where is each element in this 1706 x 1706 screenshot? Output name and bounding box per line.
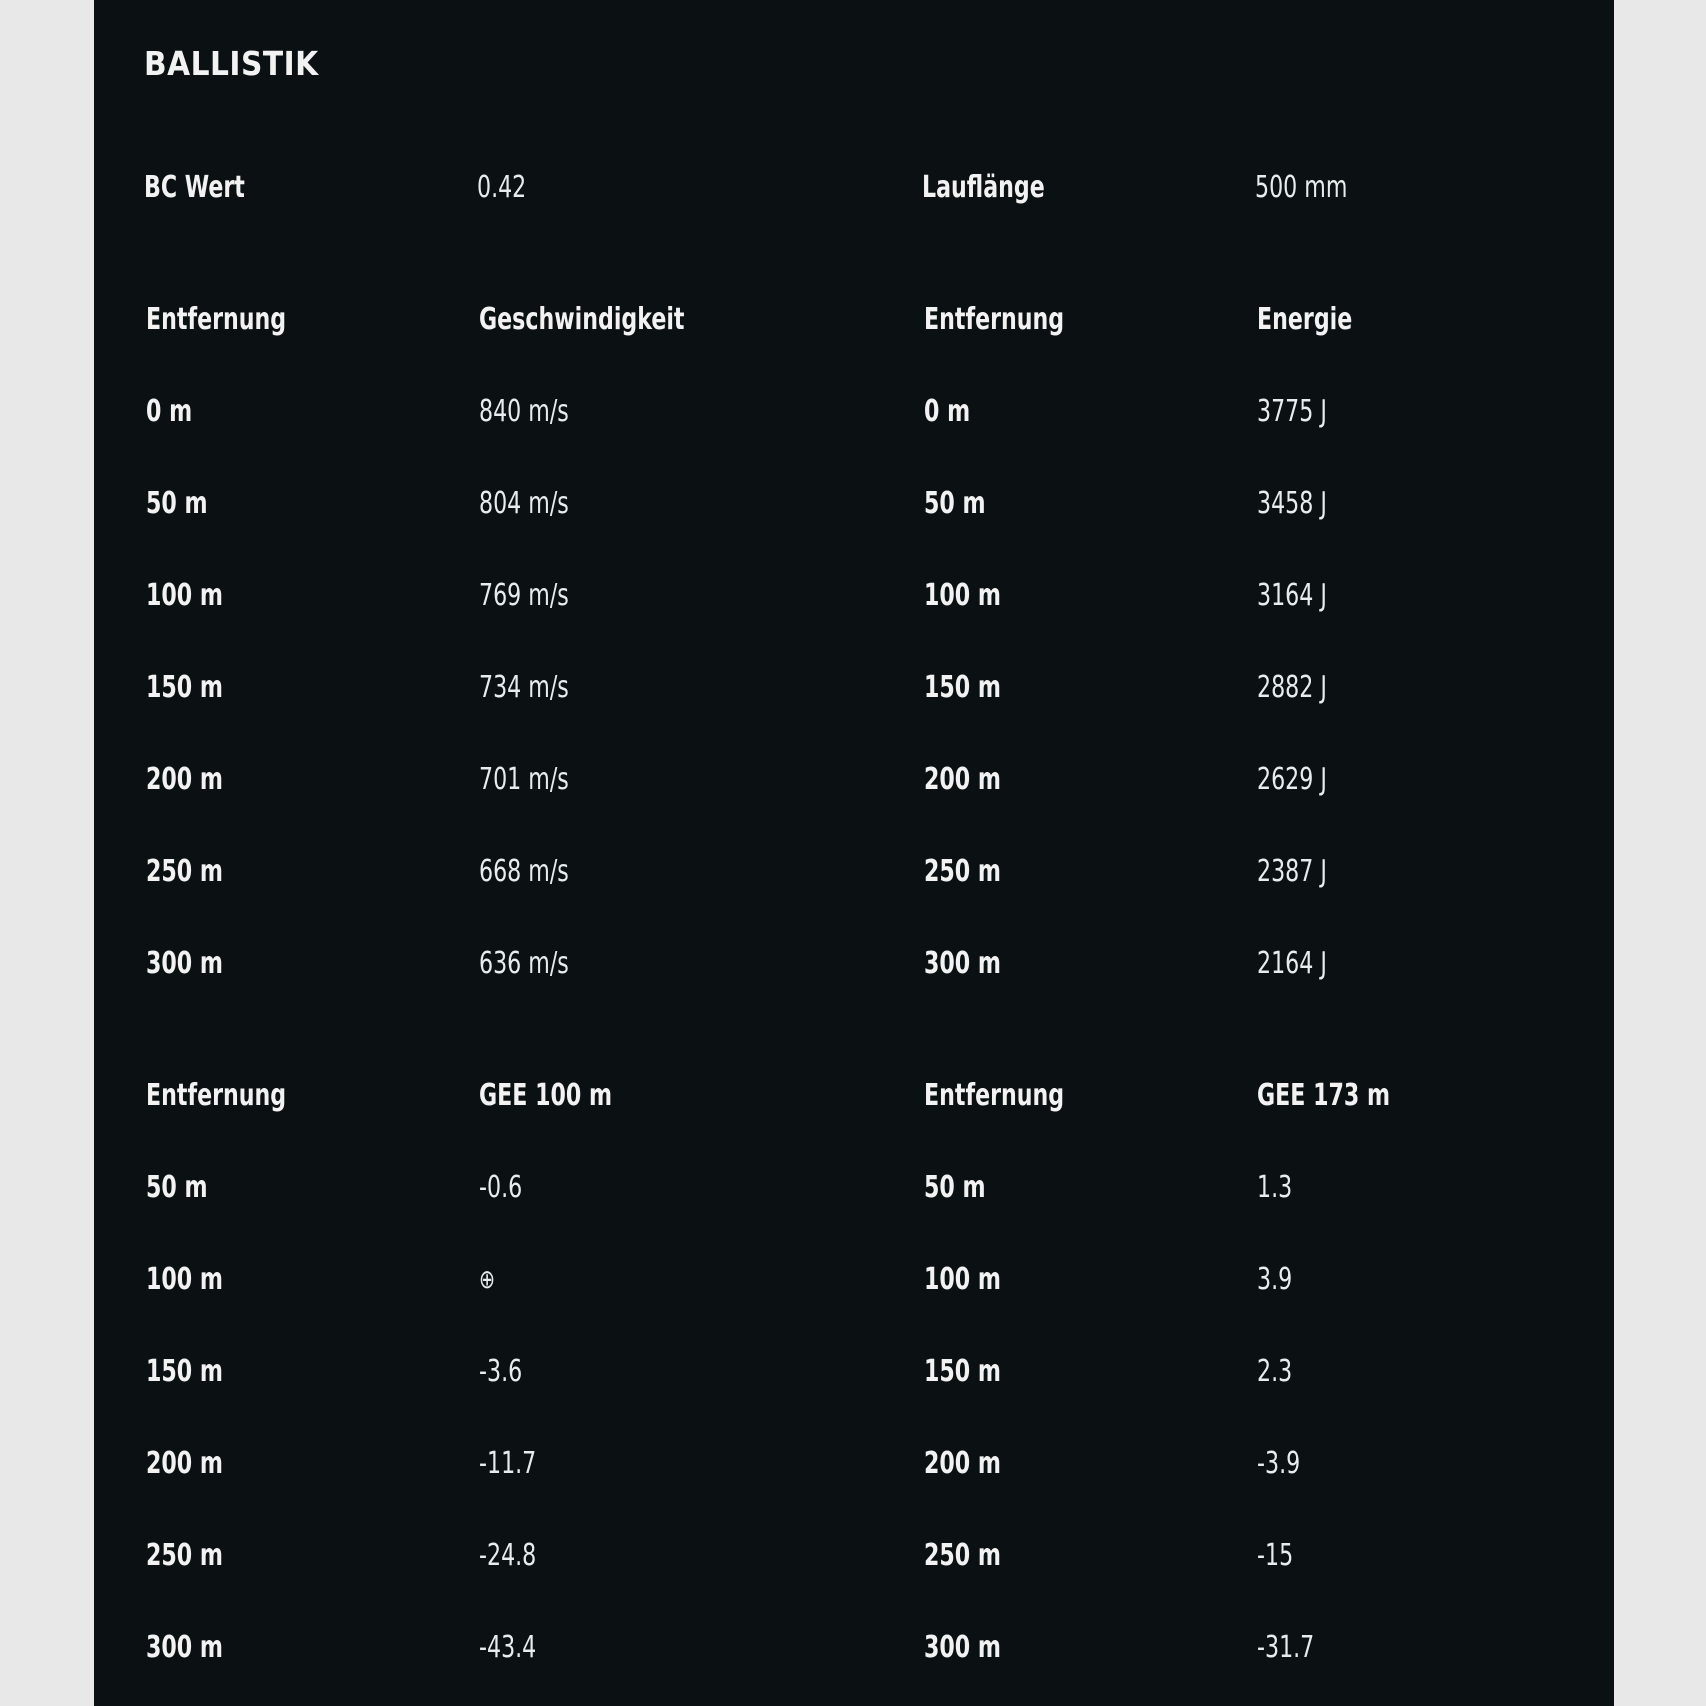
table-row-distance: 150 m — [924, 670, 1001, 705]
table-row-drop: -31.7 — [1257, 1630, 1315, 1665]
table-row-energy: 2164 J — [1257, 946, 1327, 981]
table-row-energy: 3775 J — [1257, 394, 1327, 429]
table-row-distance: 100 m — [146, 578, 223, 613]
table-row-distance: 100 m — [146, 1262, 223, 1297]
table-header-distance: Entfernung — [146, 302, 287, 337]
table-row-velocity: 636 m/s — [479, 946, 569, 981]
barrel-length-value: 500 mm — [1255, 170, 1348, 205]
table-row-distance: 150 m — [146, 1354, 223, 1389]
table-row-velocity: 734 m/s — [479, 670, 569, 705]
table-header-distance: Entfernung — [924, 302, 1065, 337]
table-row-distance: 50 m — [924, 1170, 986, 1205]
table-row-distance: 250 m — [146, 854, 223, 889]
table-row-distance: 0 m — [924, 394, 971, 429]
ballistics-panel — [94, 0, 1614, 1706]
table-row-distance: 300 m — [924, 946, 1001, 981]
table-row-energy: 2387 J — [1257, 854, 1327, 889]
table-header-gee-173: GEE 173 m — [1257, 1078, 1391, 1113]
table-row-distance: 100 m — [924, 1262, 1001, 1297]
table-row-distance: 150 m — [146, 670, 223, 705]
table-row-drop: -43.4 — [479, 1630, 537, 1665]
table-row-distance: 250 m — [146, 1538, 223, 1573]
table-header-distance: Entfernung — [146, 1078, 287, 1113]
table-row-drop: -11.7 — [479, 1446, 537, 1481]
table-row-distance: 100 m — [924, 578, 1001, 613]
table-row-distance: 200 m — [924, 762, 1001, 797]
barrel-length-label: Lauflänge — [922, 170, 1045, 205]
table-row-distance: 250 m — [924, 1538, 1001, 1573]
table-row-distance: 50 m — [924, 486, 986, 521]
zero-crosshair-icon: ⊕ — [479, 1265, 496, 1295]
table-row-energy: 2629 J — [1257, 762, 1327, 797]
table-row-drop: 2.3 — [1257, 1354, 1293, 1389]
bc-label: BC Wert — [144, 170, 245, 205]
table-row-velocity: 840 m/s — [479, 394, 569, 429]
table-row-distance: 150 m — [924, 1354, 1001, 1389]
table-row-velocity: 668 m/s — [479, 854, 569, 889]
table-row-distance: 200 m — [146, 762, 223, 797]
table-row-drop: -15 — [1257, 1538, 1294, 1573]
table-row-distance: 200 m — [146, 1446, 223, 1481]
table-row-energy: 3458 J — [1257, 486, 1327, 521]
table-row-energy: 2882 J — [1257, 670, 1327, 705]
table-row-distance: 0 m — [146, 394, 193, 429]
table-row-drop: -3.6 — [479, 1354, 523, 1389]
table-row-drop: -24.8 — [479, 1538, 537, 1573]
section-title: BALLISTIK — [144, 44, 319, 83]
table-header-gee-100: GEE 100 m — [479, 1078, 613, 1113]
table-row-drop: 3.9 — [1257, 1262, 1293, 1297]
table-row-distance: 300 m — [146, 946, 223, 981]
table-row-distance: 200 m — [924, 1446, 1001, 1481]
table-row-drop: 1.3 — [1257, 1170, 1293, 1205]
table-row-distance: 250 m — [924, 854, 1001, 889]
table-row-velocity: 701 m/s — [479, 762, 569, 797]
table-row-distance: 50 m — [146, 486, 208, 521]
bc-value: 0.42 — [477, 170, 527, 205]
table-row-velocity: 804 m/s — [479, 486, 569, 521]
table-row-drop: -3.9 — [1257, 1446, 1301, 1481]
table-row-velocity: 769 m/s — [479, 578, 569, 613]
table-row-distance: 300 m — [146, 1630, 223, 1665]
table-row-distance: 300 m — [924, 1630, 1001, 1665]
table-row-drop: -0.6 — [479, 1170, 523, 1205]
table-header-energy: Energie — [1257, 302, 1353, 337]
table-header-velocity: Geschwindigkeit — [479, 302, 685, 337]
table-row-distance: 50 m — [146, 1170, 208, 1205]
table-row-energy: 3164 J — [1257, 578, 1327, 613]
table-header-distance: Entfernung — [924, 1078, 1065, 1113]
